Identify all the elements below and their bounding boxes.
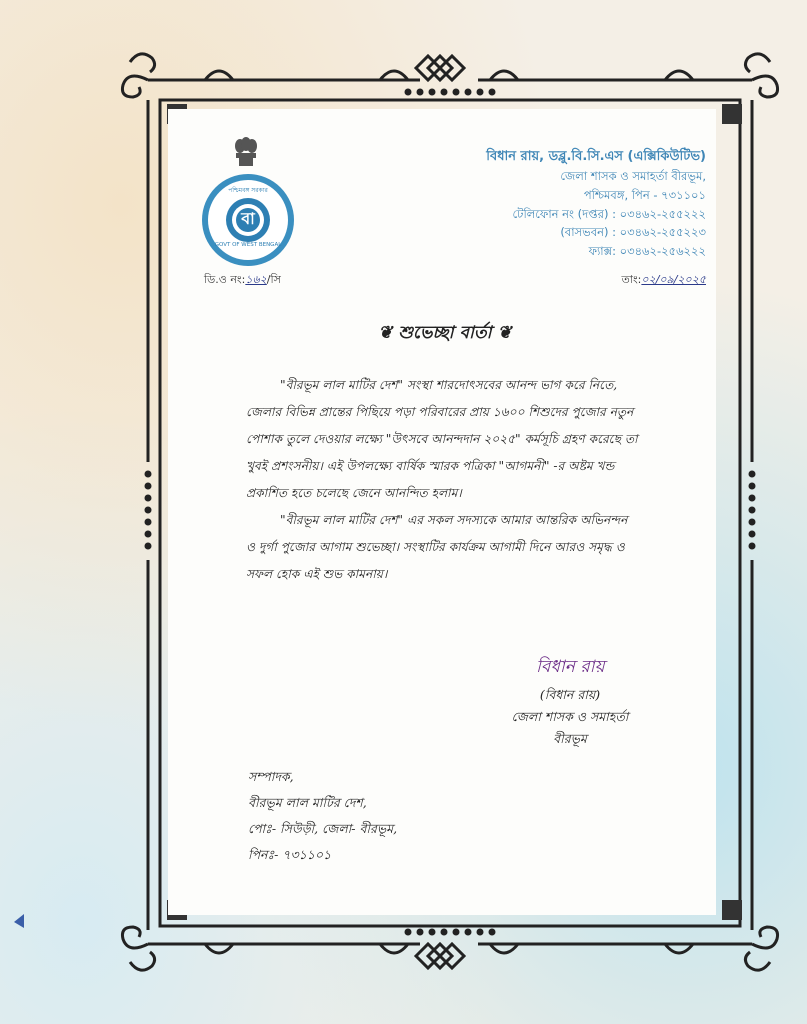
letter-heading: ❦ শুভেচ্ছা বার্তা ❦ [378,323,512,343]
signatory-district: বীরভূম [553,731,587,746]
signature-scrawl: বিধান রায় [536,657,605,677]
body-line: প্রকাশিত হতে চলেছে জেনে আনন্দিত হলাম। [246,486,462,500]
fax-number: ফ্যাক্স: ০৩৪৬২-২৫৬২২২ [588,243,706,258]
signatory-title: জেলা শাসক ও সমাহর্তা [511,709,629,724]
officer-designation: জেলা শাসক ও সমাহর্তা বীরভূম, [560,169,706,184]
ornament-right-icon: ❦ [491,323,512,343]
office-address: পশ্চিমবঙ্গ, পিন - ৭৩১১০১ [583,187,706,202]
body-line: ও দুর্গা পুজোর আগাম শুভেচ্ছা। সংস্থাটির কার্যক্রম আগামী দিনে আরও সমৃদ্ধ ও [246,540,625,554]
phone-residence: (বাসভবন) : ০৩৪৬২-২৫৫২২৩ [560,225,706,240]
body-line: সফল হোক এই শুভ কামনায়। [246,567,388,581]
seal-top-text: পশ্চিমবঙ্গ সরকার [228,187,268,194]
body-line: জেলার বিভিন্ন প্রান্তের পিছিয়ে পড়া পরিবারের প্রায় ১৬০০ শিশুদের পুজোর নতুন [246,405,634,419]
recipient-line: পিনঃ- ৭৩১১০১ [248,847,332,862]
memo-number: ডি.ও নং:১৬২/সি [204,273,281,286]
officer-name-title: বিধান রায়, ডব্লু.বি.সি.এস (এক্সিকিউটিভ) [486,149,706,164]
ornament-left-icon: ❦ [378,323,399,343]
recipient-line: পোঃ- সিউড়ী, জেলা- বীরভূম, [248,821,398,836]
recipient-address [248,764,397,868]
phone-office: টেলিফোন নং (দপ্তর) : ০৩৪৬২-২৫৫২২২ [512,206,706,221]
signatory-name: (বিধান রায়) [539,687,601,702]
recipient-line: সম্পাদক, [248,769,294,784]
body-line: খুবই প্রশংসনীয়। এই উপলক্ষ্যে বার্ষিক স্মারক পত্রিকা "আগমনী" -র অষ্টম খন্ড [246,459,615,473]
letter-body [246,372,708,588]
body-line: "বীরভূম লাল মাটির দেশ" এর সকল সদস্যকে আমার আন্তরিক অভিনন্দন [280,513,628,527]
seal-letter: বা [241,209,255,228]
memo-date: তাং:০২/০৯/২০২৫ [621,273,706,286]
page-marker-icon [14,914,24,928]
emblem-icon [232,136,260,170]
body-line: "বীরভূম লাল মাটির দেশ" সংস্থা শারদোৎসবের আনন্দ ভাগ করে নিতে, [280,378,618,392]
body-line: পোশাক তুলে দেওয়ার লক্ষ্যে "উৎসবে আনন্দদান ২০২৫" কর্মসূচি গ্রহণ করেছে তা [246,432,638,446]
recipient-line: বীরভূম লাল মাটির দেশ, [248,795,367,810]
seal-bottom-text: GOVT OF WEST BENGAL [214,242,282,248]
